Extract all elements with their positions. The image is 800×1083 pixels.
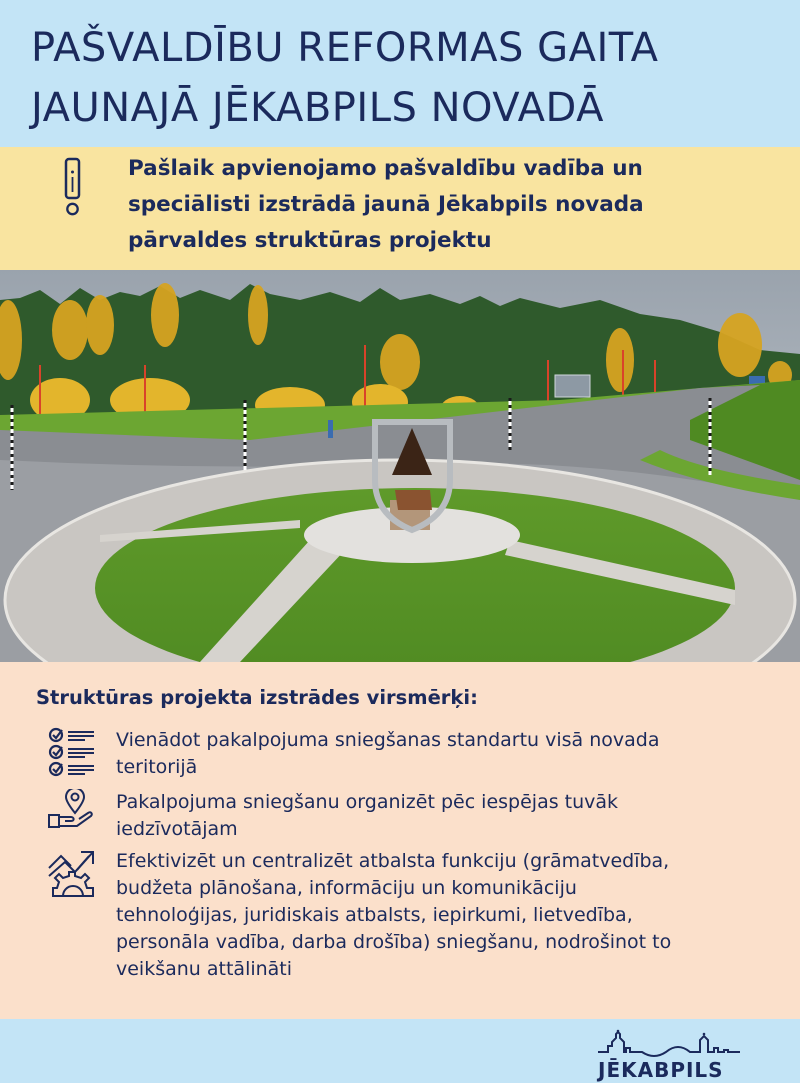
growth-gear-icon [47,848,99,905]
checklist-icon [47,727,97,784]
notice-line: speciālisti izstrādā jaunā Jēkabpils novada [128,192,644,217]
goals-heading: Struktūras projekta izstrādes virsmērķi: [36,686,478,709]
goal-text [116,727,786,781]
location-hand-icon [47,789,97,836]
roundabout-photo [0,270,800,662]
goal-line: Efektivizēt un centralizēt atbalsta funkciju (grāmatvedība, [116,850,670,872]
goal-text [116,848,786,983]
goal-line: tehnoloģijas, juridiskais atbalsts, iepirkumi, lietvedība, [116,904,633,926]
notice-line: pārvaldes struktūras projektu [128,228,492,253]
header-banner [0,0,800,147]
goal-line: Pakalpojuma sniegšanu organizēt pēc iespējas tuvāk [116,791,619,813]
goal-line: teritorijā [116,756,198,778]
goal-line: veikšanu attālināti [116,958,293,980]
goal-line: iedzīvotājam [116,818,238,840]
logo-text: JĒKABPILS [598,1058,724,1082]
goal-line: Vienādot pakalpojuma sniegšanas standartu visā novada [116,729,660,751]
notice-line: Pašlaik apvienojamo pašvaldību vadība un [128,156,643,181]
notice-text [128,151,768,259]
goal-line: personāla vadība, darba drošība) sniegšanu, nodrošinot to [116,931,672,953]
exclamation-icon [62,157,84,222]
page-title-line-2: JAUNAJĀ JĒKABPILS NOVADĀ [31,85,604,131]
page-title-line-1: PAŠVALDĪBU REFORMAS GAITA [31,25,659,71]
goal-line: budžeta plānošana, informāciju un komunikāciju [116,877,577,899]
goal-text [116,789,786,843]
